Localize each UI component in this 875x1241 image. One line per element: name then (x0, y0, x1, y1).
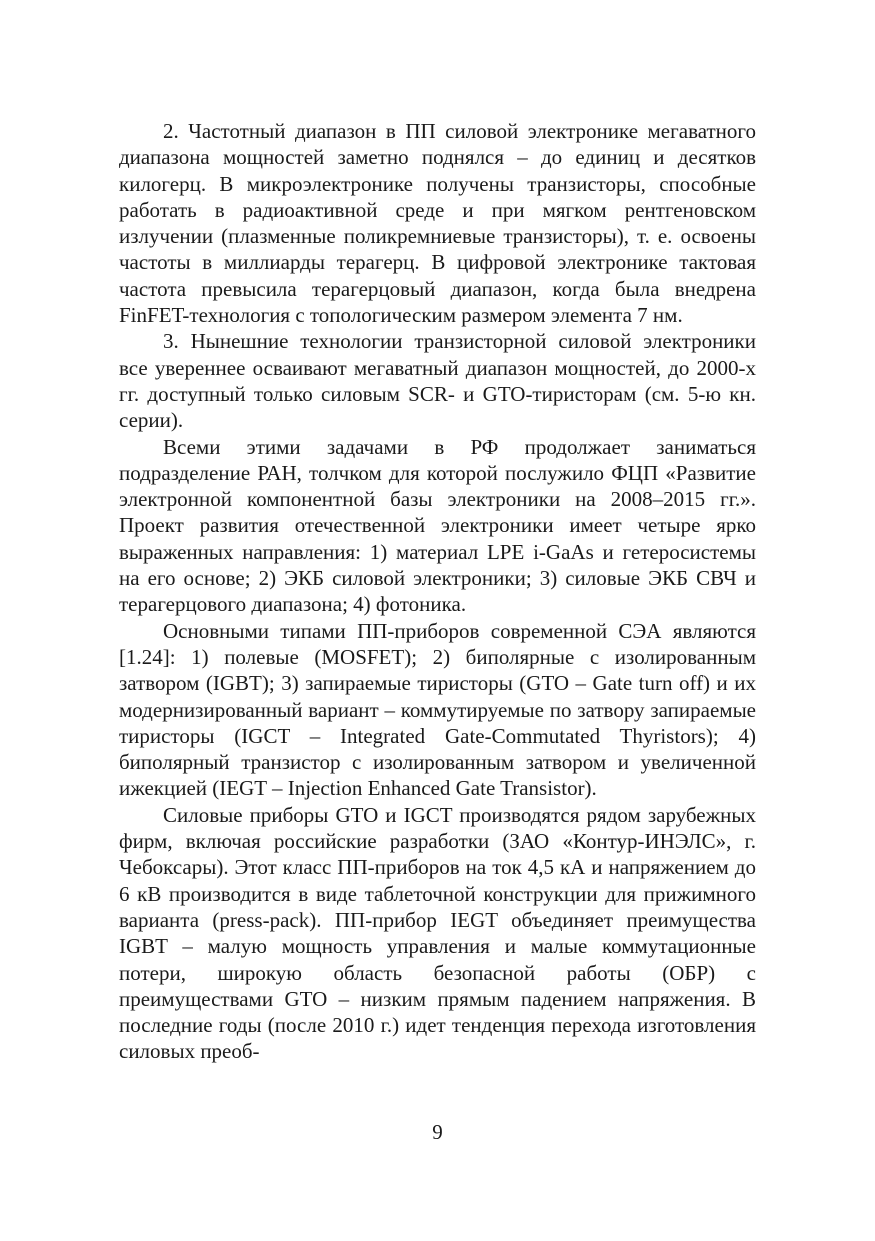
page-body (119, 118, 756, 1065)
paragraph-frequency-range: 2. Частотный диапазон в ПП силовой электронике мегаватного диапазона мощностей заметно поднялся – до единиц и десятков килогерц. В микроэлектронике получены транзисторы, способные работать в радиоактивной среде и при мягком рентгеновском излучении (плазменные поликремниевые транзисторы), т. е. освоены частоты в миллиарды терагерц. В цифровой электронике тактовая частота превысила терагерцовый диапазон, когда была внедрена FinFET-технология с топологическим размером элемента 7 нм. (119, 119, 756, 328)
paragraph-gto-igct: Силовые приборы GTO и IGCT производятся рядом зарубежных фирм, включая российские разработки (ЗАО «Контур-ИНЭЛС», г. Чебоксары). Этот класс ПП-приборов на ток 4,5 кА и напряжением до 6 кВ производится в виде таблеточной конструкции для прижимного варианта (press-pack). ПП-прибор IEGT объединяет преимущества IGBT – малую мощность управления и малые коммутационные потери, широкую область безопасной работы (ОБР) с преимуществами GTO – низким прямым падением напряжения. В последние годы (после 2010 г.) идет тенденция перехода изготовления силовых преоб- (119, 802, 756, 1064)
page-number: 9 (432, 1120, 443, 1144)
paragraph-ran-tasks: Всеми этими задачами в РФ продолжает заниматься подразделение РАН, толчком для которой послужило ФЦП «Развитие электронной компонентной базы электроники на 2008–2015 гг.». Проект развития отечественной электроники имеет четыре ярко выраженных направления: 1) материал LPE i-GaAs и гетеросистемы на его основе; 2) ЭКБ силовой электроники; 3) силовые ЭКБ СВЧ и терагерцового диапазона; 4) фотоника. (119, 434, 756, 617)
paragraph-transistor-technologies: 3. Нынешние технологии транзисторной силовой электроники все увереннее осваивают мегаватный диапазон мощностей, до 2000-х гг. доступный только силовым SCR- и GTO-тиристорам (см. 5-ю кн. серии). (119, 329, 756, 433)
paragraph-device-types: Основными типами ПП-приборов современной СЭА являются [1.24]: 1) полевые (MOSFET); 2) биполярные с изолированным затвором (IGBT); 3) запираемые тиристоры (GTO – Gate turn off) и их модернизированный вариант – коммутируемые по затвору запираемые тиристоры (IGCT – Integrated Gate-Commutated Thyristors); 4) биполярный транзистор с изолированным затвором и увеличенной ижекцией (IEGT – Injection Enhanced Gate Transistor). (119, 618, 756, 801)
